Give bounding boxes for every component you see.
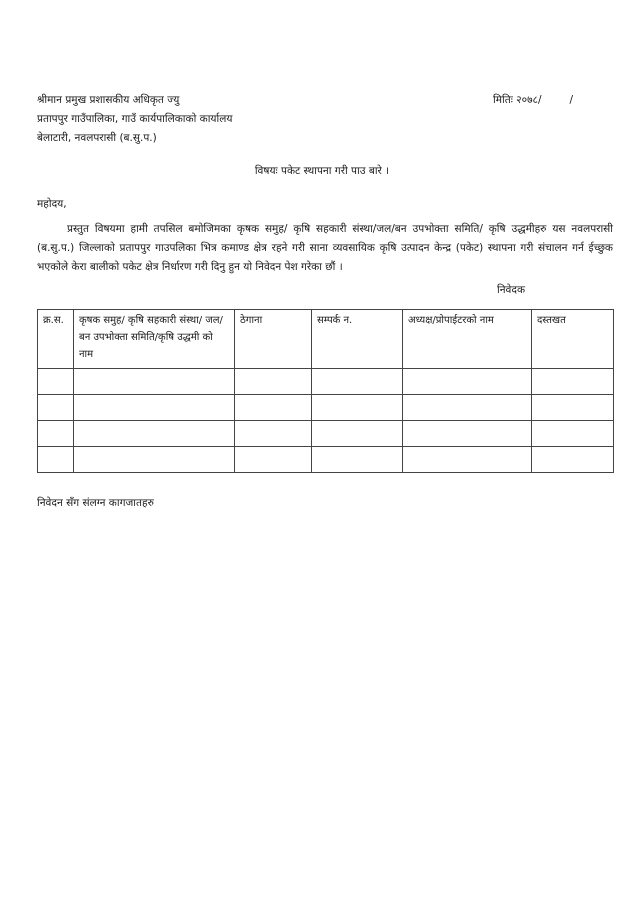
table-cell [235, 421, 312, 447]
table-cell [532, 447, 614, 473]
table-row [38, 421, 614, 447]
table-cell [74, 395, 235, 421]
table-cell [38, 421, 74, 447]
table-cell [74, 369, 235, 395]
table-row [38, 447, 614, 473]
attachments-label: निवेदन सँग संलग्न कागजातहरु [37, 497, 154, 509]
table-cell [312, 447, 403, 473]
table-cell [312, 395, 403, 421]
table-cell [74, 421, 235, 447]
subject-line: विषयः पकेट स्थापना गरी पाउ बारे । [254, 165, 390, 177]
table-cell [235, 395, 312, 421]
applicant-label: निवेदक [497, 284, 526, 296]
table-row [38, 369, 614, 395]
addressee-block [37, 93, 232, 150]
applicant-table-wrap [37, 309, 613, 473]
addressee-office: प्रतापपुर गाउँपालिका, गाउँ कार्यपालिकाको कार्यालय [37, 113, 233, 125]
table-cell [403, 447, 532, 473]
letter-body: प्रस्तुत विषयमा हामी तपसिल बमोजिमका कृषक समुह/ कृषि सहकारी संस्था/जल/बन उपभोक्ता समिति/ कृषि उद्धमीहरु यस नवलपरासी (ब.सु.प.) जिल्लाको प्रतापपुर गाउपलिका भित्र कमाण्ड क्षेत्र रहने गरी साना व्यवसायिक कृषि उत्पादन केन्द्र (पकेट) स्थापना गरी संचालन गर्न ईच्छुक भएकोले केरा बालीको पकेट क्षेत्र निर्धारण गरी दिनु हुन यो निवेदन पेश गरेका छौं । [37, 223, 613, 273]
header-signature: दस्तखत [532, 310, 614, 369]
table-cell [38, 369, 74, 395]
table-cell [532, 369, 614, 395]
table-cell [235, 369, 312, 395]
table-cell [312, 421, 403, 447]
table-cell [312, 369, 403, 395]
header-contact: सम्पर्क न. [312, 310, 403, 369]
table-header-row [38, 310, 614, 369]
table-cell [235, 447, 312, 473]
header-serial: क्र.स. [38, 310, 74, 369]
table-row [38, 395, 614, 421]
table-cell [403, 395, 532, 421]
table-cell [38, 395, 74, 421]
addressee-title: श्रीमान प्रमुख प्रशासकीय अधिकृत ज्यु [37, 94, 180, 106]
table-cell [403, 369, 532, 395]
applicant-table [37, 309, 614, 473]
header-group-name: कृषक समुह/ कृषि सहकारी संस्था/ जल/बन उपभोक्ता समिति/कृषि उद्धमी को नाम [74, 310, 235, 369]
table-cell [403, 421, 532, 447]
table-cell [532, 395, 614, 421]
addressee-location: बेलाटारी, नवलपरासी (ब.सु.प.) [37, 132, 157, 144]
table-cell [532, 421, 614, 447]
date-line [493, 93, 573, 107]
date-label: मितिः २०७८/ [493, 94, 542, 106]
header-address: ठेगाना [235, 310, 312, 369]
table-cell [38, 447, 74, 473]
header-chairperson: अध्यक्ष/प्रोपाईटरको नाम [403, 310, 532, 369]
table-cell [74, 447, 235, 473]
date-separator: / [569, 94, 574, 106]
salutation: महोदय, [37, 198, 67, 210]
